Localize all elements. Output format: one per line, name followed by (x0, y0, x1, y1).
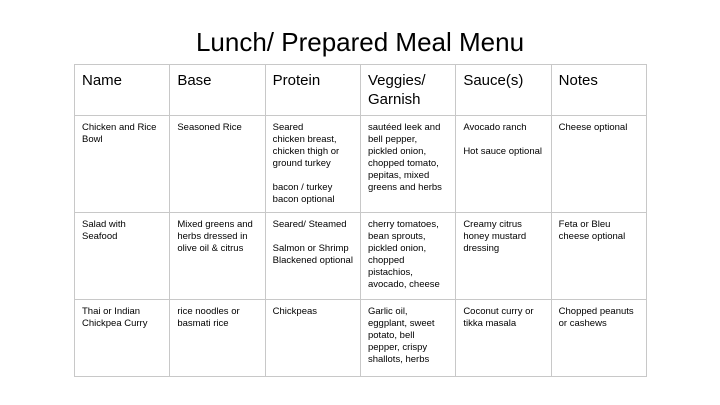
column-header-sauces: Sauce(s) (456, 65, 551, 116)
cell-text: Feta or Bleu cheese optional (558, 219, 626, 242)
cell-text: Thai or Indian Chickpea Curry (82, 306, 148, 329)
cell-notes (551, 116, 646, 213)
cell-text: Chickpeas (272, 306, 318, 317)
cell-text: sautéed leek and bell pepper, pickled onion, chopped tomato, pepitas, mixed greens and herbs (367, 122, 442, 193)
cell-protein (265, 213, 360, 300)
menu-table (74, 64, 647, 377)
cell-text: Garlic oil, eggplant, sweet potato, bell pepper, crispy shallots, herbs (367, 306, 435, 365)
cell-text: rice noodles or basmati rice (177, 306, 240, 329)
cell-veggies (360, 300, 455, 377)
column-header-protein: Protein (265, 65, 360, 116)
cell-text: Creamy citrus honey mustard dressing (463, 219, 527, 254)
table-row (75, 300, 647, 377)
cell-text: Chicken and Rice Bowl (82, 122, 157, 145)
cell-text: Coconut curry or tikka masala (463, 306, 534, 329)
cell-veggies (360, 116, 455, 213)
cell-name (75, 300, 170, 377)
cell-sauces (456, 116, 551, 213)
cell-notes (551, 300, 646, 377)
cell-name (75, 213, 170, 300)
cell-base (170, 300, 265, 377)
table-row (75, 213, 647, 300)
cell-sauces (456, 213, 551, 300)
column-header-veggies-garnish: Veggies/ Garnish (360, 65, 455, 116)
cell-veggies (360, 213, 455, 300)
cell-text: Salad with Seafood (82, 219, 126, 242)
cell-protein (265, 116, 360, 213)
cell-text: Mixed greens and herbs dressed in olive oil & citrus (177, 219, 253, 254)
cell-text: Cheese optional (558, 122, 628, 133)
cell-notes (551, 213, 646, 300)
cell-text: Seasoned Rice (177, 122, 242, 133)
column-header-notes: Notes (551, 65, 646, 116)
cell-protein (265, 300, 360, 377)
table-row (75, 116, 647, 213)
cell-text: Seared chicken breast, chicken thigh or ground turkey bacon / turkey bacon optional (272, 122, 340, 205)
cell-text: Chopped peanuts or cashews (558, 306, 634, 329)
cell-name (75, 116, 170, 213)
cell-text: Avocado ranch Hot sauce optional (463, 122, 543, 157)
cell-base (170, 116, 265, 213)
column-header-base: Base (170, 65, 265, 116)
column-header-name: Name (75, 65, 170, 116)
table-header-row (75, 65, 647, 116)
cell-sauces (456, 300, 551, 377)
cell-text: Seared/ Steamed Salmon or Shrimp Blackened optional (272, 219, 353, 266)
page-title: Lunch/ Prepared Meal Menu (195, 27, 525, 57)
cell-text: cherry tomatoes, bean sprouts, pickled onion, chopped pistachios, avocado, cheese (367, 219, 440, 290)
cell-base (170, 213, 265, 300)
